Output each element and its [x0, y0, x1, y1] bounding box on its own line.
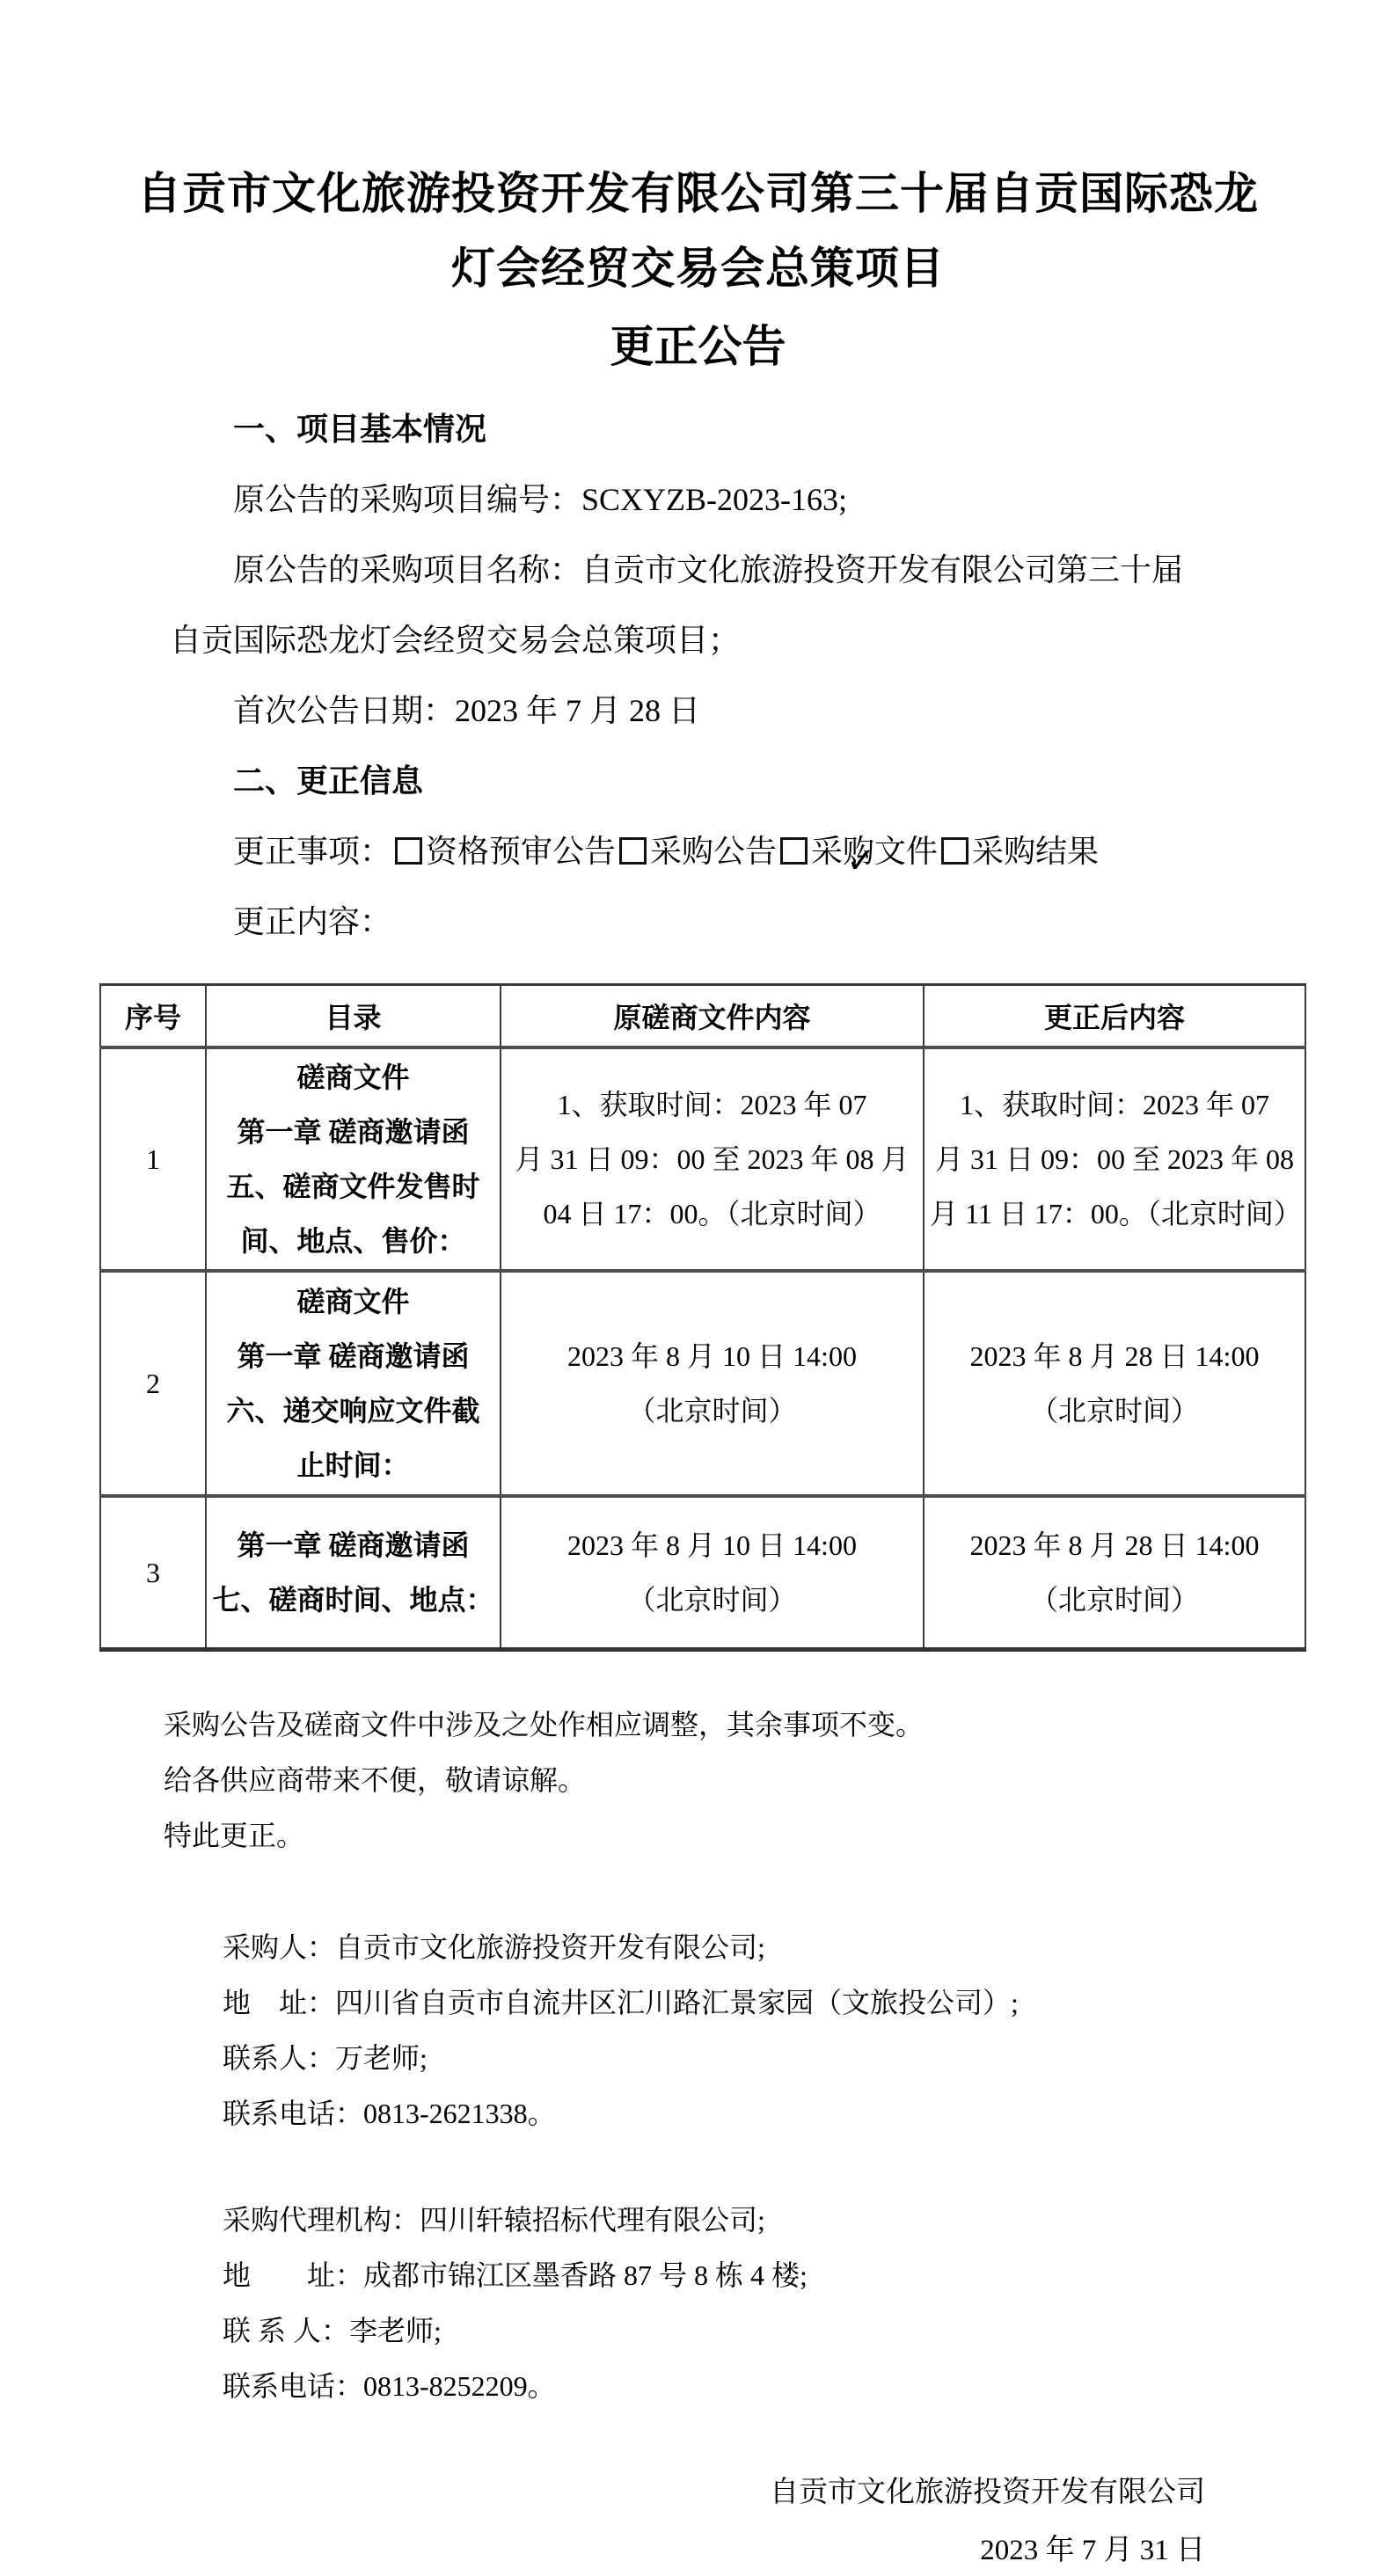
- row-no: 2: [100, 1271, 206, 1496]
- purchaser-phone: 联系电话：0813-2621338。: [223, 2098, 556, 2129]
- cell-line: 五、磋商文件发售时: [226, 1171, 480, 1202]
- cell-line: （北京时间）: [627, 1584, 797, 1616]
- note-hereby: 特此更正。: [164, 1820, 305, 1851]
- cell-line: 月 11 日 17：00。（北京时间）: [930, 1198, 1302, 1230]
- project-name-line1: 原公告的采购项目名称：自贡市文化旅游投资开发有限公司第三十届: [233, 552, 1184, 587]
- cell-line: 2023 年 8 月 10 日 14:00: [567, 1340, 857, 1372]
- option-label-procurement-document: 采购文件: [811, 834, 939, 869]
- row-catalog: [206, 1271, 501, 1496]
- purchaser-address: 地 址：四川省自贡市自流井区汇川路汇景家园（文旅投公司）;: [223, 1987, 1019, 2018]
- agency-address: 地 址：成都市锦江区墨香路 87 号 8 栋 4 楼;: [223, 2259, 808, 2291]
- row-catalog: [206, 1047, 501, 1271]
- cell-line: 间、地点、售价：: [240, 1225, 466, 1257]
- body-text: [170, 394, 1225, 957]
- document-title-line2: 灯会经贸交易会总策项目: [451, 244, 945, 293]
- col-header-catalog: 目录: [206, 985, 501, 1048]
- purchaser-name: 采购人：自贡市文化旅游投资开发有限公司;: [223, 1931, 765, 1963]
- purchaser-contact-person: 联系人：万老师;: [223, 2042, 428, 2074]
- option-label-procurement-announcement: 采购公告: [650, 834, 778, 869]
- agency-phone: 联系电话：0813-8252209。: [223, 2370, 556, 2402]
- cell-line: 04 日 17：00。（北京时间）: [543, 1198, 881, 1230]
- row-catalog: [206, 1496, 501, 1650]
- purchaser-block: [223, 1920, 1264, 2142]
- correction-content-label: 更正内容：: [233, 904, 392, 939]
- agency-contact-person: 联 系 人：李老师;: [223, 2315, 442, 2346]
- table-header-row: [100, 985, 1305, 1048]
- table-row: [100, 1047, 1305, 1271]
- document-subtitle: 更正公告: [610, 322, 786, 371]
- signature-company: 自贡市文化旅游投资开发有限公司: [770, 2477, 1205, 2508]
- row-no: 1: [100, 1047, 206, 1271]
- note-apology: 给各供应商带来不便，敬请谅解。: [164, 1764, 587, 1796]
- first-announce-line: 首次公告日期：2023 年 7 月 28 日: [233, 693, 701, 728]
- cell-line: 七、磋商时间、地点：: [212, 1584, 494, 1616]
- title-block: [0, 0, 1396, 387]
- signature-date: 2023 年 7 月 31 日: [980, 2535, 1205, 2566]
- agency-block: [223, 2193, 1264, 2414]
- correction-items-label: 更正事项：: [233, 834, 392, 869]
- notes-block: [164, 1697, 1264, 1864]
- project-name-line2: 自贡国际恐龙灯会经贸交易会总策项目；: [170, 623, 741, 658]
- row-corrected-content: [924, 1496, 1305, 1650]
- checkbox-unchecked-icon: [395, 837, 422, 865]
- section2-heading: 二、更正信息: [233, 763, 424, 799]
- section1-heading: 一、项目基本情况: [233, 412, 487, 447]
- cell-line: （北京时间）: [627, 1395, 797, 1427]
- cell-line: （北京时间）: [1029, 1395, 1199, 1427]
- row-original-content: [501, 1496, 924, 1650]
- col-header-no: 序号: [100, 985, 206, 1048]
- document-title-line1: 自贡市文化旅游投资开发有限公司第三十届自贡国际恐龙: [137, 169, 1259, 218]
- cell-line: 磋商文件: [296, 1062, 410, 1093]
- row-original-content: [501, 1047, 924, 1271]
- signature-block: [0, 2463, 1205, 2576]
- cell-line: 六、递交响应文件截: [226, 1395, 480, 1427]
- checkbox-unchecked-icon: [941, 837, 968, 865]
- note-adjustment: 采购公告及磋商文件中涉及之处作相应调整，其余事项不变。: [164, 1709, 925, 1740]
- project-number-line: 原公告的采购项目编号：SCXYZB-2023-163;: [233, 482, 848, 517]
- col-header-corrected: 更正后内容: [924, 985, 1305, 1048]
- cell-line: 1、获取时间：2023 年 07: [959, 1089, 1269, 1120]
- table-row: [100, 1271, 1305, 1496]
- agency-name: 采购代理机构：四川轩辕招标代理有限公司;: [223, 2204, 765, 2236]
- row-original-content: [501, 1271, 924, 1496]
- cell-line: 磋商文件: [296, 1286, 410, 1317]
- cell-line: 第一章 磋商邀请函: [237, 1529, 470, 1561]
- row-corrected-content: [924, 1047, 1305, 1271]
- option-label-procurement-result: 采购结果: [972, 834, 1100, 869]
- cell-line: 止时间：: [296, 1449, 410, 1481]
- correction-table: [99, 983, 1306, 1652]
- cell-line: 2023 年 8 月 28 日 14:00: [969, 1529, 1260, 1561]
- cell-line: 2023 年 8 月 28 日 14:00: [969, 1340, 1260, 1372]
- checkbox-checked-icon: [780, 837, 808, 865]
- cell-line: 月 31 日 09：00 至 2023 年 08 月: [515, 1143, 910, 1175]
- row-corrected-content: [924, 1271, 1305, 1496]
- table-row: [100, 1496, 1305, 1650]
- cell-line: 第一章 磋商邀请函: [237, 1340, 470, 1372]
- cell-line: 月 31 日 09：00 至 2023 年 08: [934, 1143, 1294, 1175]
- col-header-original: 原磋商文件内容: [501, 985, 924, 1048]
- cell-line: （北京时间）: [1029, 1584, 1199, 1616]
- cell-line: 1、获取时间：2023 年 07: [557, 1089, 867, 1120]
- option-label-prequalification: 资格预审公告: [426, 834, 617, 869]
- cell-line: 2023 年 8 月 10 日 14:00: [567, 1529, 857, 1561]
- correction-items-line: [170, 816, 1225, 887]
- checkbox-unchecked-icon: [619, 837, 647, 865]
- cell-line: 第一章 磋商邀请函: [237, 1116, 470, 1148]
- row-no: 3: [100, 1496, 206, 1650]
